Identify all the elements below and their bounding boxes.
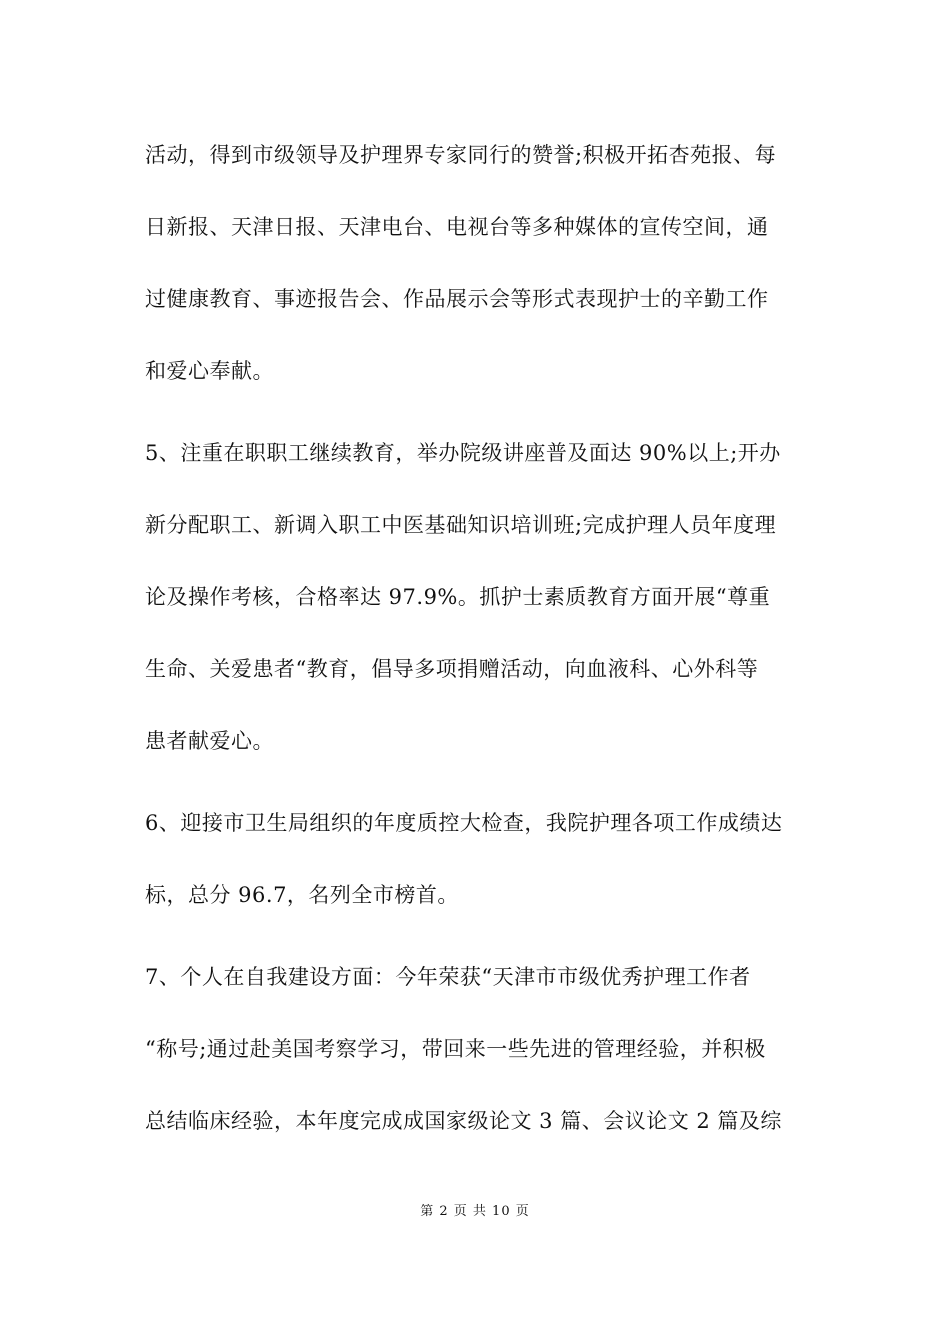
text-line: 过健康教育、事迹报告会、作品展示会等形式表现护士的辛勤工作 (145, 287, 769, 311)
text-line: 标，总分 96.7，名列全市榜首。 (145, 883, 459, 907)
text-line: 新分配职工、新调入职工中医基础知识培训班;完成护理人员年度理 (145, 513, 777, 537)
text-line: 6、迎接市卫生局组织的年度质控大检查，我院护理各项工作成绩达 (145, 811, 783, 835)
text-line: 日新报、天津日报、天津电台、电视台等多种媒体的宣传空间，通 (145, 215, 769, 239)
text-line: 活动，得到市级领导及护理界专家同行的赞誉;积极开拓杏苑报、每 (145, 143, 777, 167)
text-line: 患者献爱心。 (145, 729, 274, 753)
text-line: 5、注重在职职工继续教育，举办院级讲座普及面达 90%以上;开办 (145, 441, 781, 465)
page-number-footer: 第 2 页 共 10 页 (420, 1204, 530, 1219)
text-line: 7、个人在自我建设方面：今年荣获“天津市市级优秀护理工作者 (145, 965, 751, 989)
text-line: 和爱心奉献。 (145, 359, 274, 383)
text-line: 论及操作考核，合格率达 97.9%。抓护士素质教育方面开展“尊重 (145, 585, 771, 609)
text-line: 生命、关爱患者“教育，倡导多项捐赠活动，向血液科、心外科等 (145, 657, 759, 681)
text-line: 总结临床经验，本年度完成成国家级论文 3 篇、会议论文 2 篇及综 (145, 1109, 782, 1133)
text-line: “称号;通过赴美国考察学习，带回来一些先进的管理经验，并积极 (145, 1037, 766, 1061)
